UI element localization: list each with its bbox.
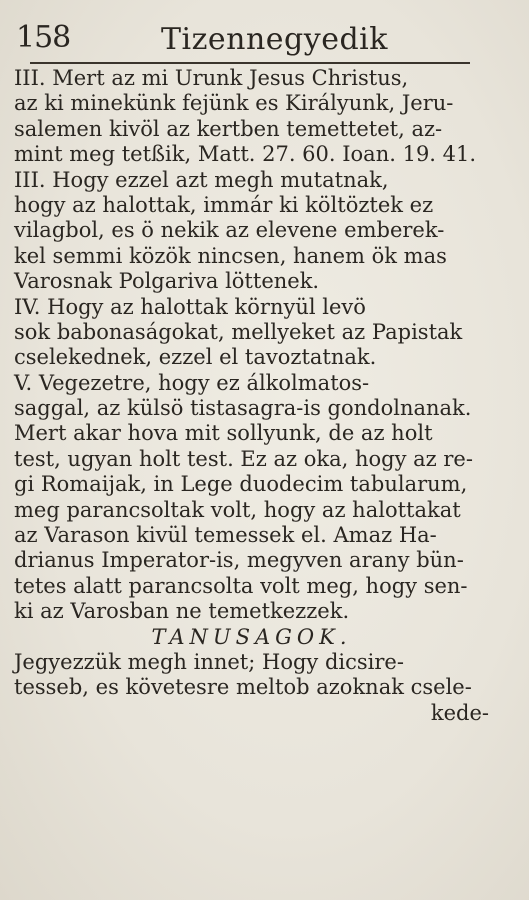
text-line: IV. Hogy az halottak környül levö bbox=[14, 294, 366, 319]
text-line: Varosnak Polgariva löttenek. bbox=[14, 269, 320, 294]
text-line: az Varason kivül temessek el. Amaz Ha- bbox=[14, 523, 437, 548]
text-line: hogy az halottak, immár ki költöztek ez bbox=[14, 192, 434, 217]
text-line: III. Hogy ezzel azt megh mutatnak, bbox=[14, 167, 389, 192]
catchword: kede- bbox=[430, 700, 489, 725]
text-line: sok babonaságokat, mellyeket az Papistak bbox=[14, 319, 463, 344]
text-line: Jegyezzük megh innet; Hogy dicsire- bbox=[14, 649, 404, 674]
text-line: gi Romaijak, in Lege duodecim tabularum, bbox=[14, 472, 468, 497]
text-line: tesseb, es követesre meltob azoknak csele- bbox=[14, 675, 472, 700]
text-line: III. Mert az mi Urunk Jesus Christus, bbox=[14, 66, 409, 90]
text-line: vilagbol, es ö nekik az elevene emberek- bbox=[14, 218, 445, 243]
page-number: 158 bbox=[16, 20, 71, 55]
text-line: meg parancsoltak volt, hogy az halottakat bbox=[14, 497, 461, 522]
text-line: mint meg tetßik, Matt. 27. 60. Ioan. 19. 41. bbox=[14, 142, 477, 167]
text-line: drianus Imperator-is, megyven arany bün- bbox=[14, 548, 464, 573]
text-line: kel semmi közök nincsen, hanem ök mas bbox=[14, 243, 447, 268]
running-head: Tizennegyedik bbox=[161, 22, 388, 57]
text-line: V. Vegezetre, hogy ez álkolmatos- bbox=[14, 370, 370, 395]
text-line: tetes alatt parancsolta volt meg, hogy sen- bbox=[14, 573, 468, 598]
body-text bbox=[14, 66, 489, 726]
header-rule bbox=[30, 62, 470, 64]
text-line: ki az Varosban ne temetkezzek. bbox=[14, 599, 350, 624]
text-line: saggal, az külsö tistasagra-is gondolnanak. bbox=[14, 396, 472, 421]
text-line: salemen kivöl az kertben temettetet, az- bbox=[14, 116, 443, 141]
text-line: test, ugyan holt test. Ez az oka, hogy az re- bbox=[14, 446, 473, 471]
page-header bbox=[16, 20, 456, 64]
text-line: az ki minekünk fejünk es Királyunk, Jeru- bbox=[14, 91, 454, 116]
text-line: Mert akar hova mit sollyunk, de az holt bbox=[14, 421, 433, 446]
section-heading: TANUSAGOK. bbox=[151, 624, 352, 649]
text-line: cselekednek, ezzel el tavoztatnak. bbox=[14, 345, 377, 370]
